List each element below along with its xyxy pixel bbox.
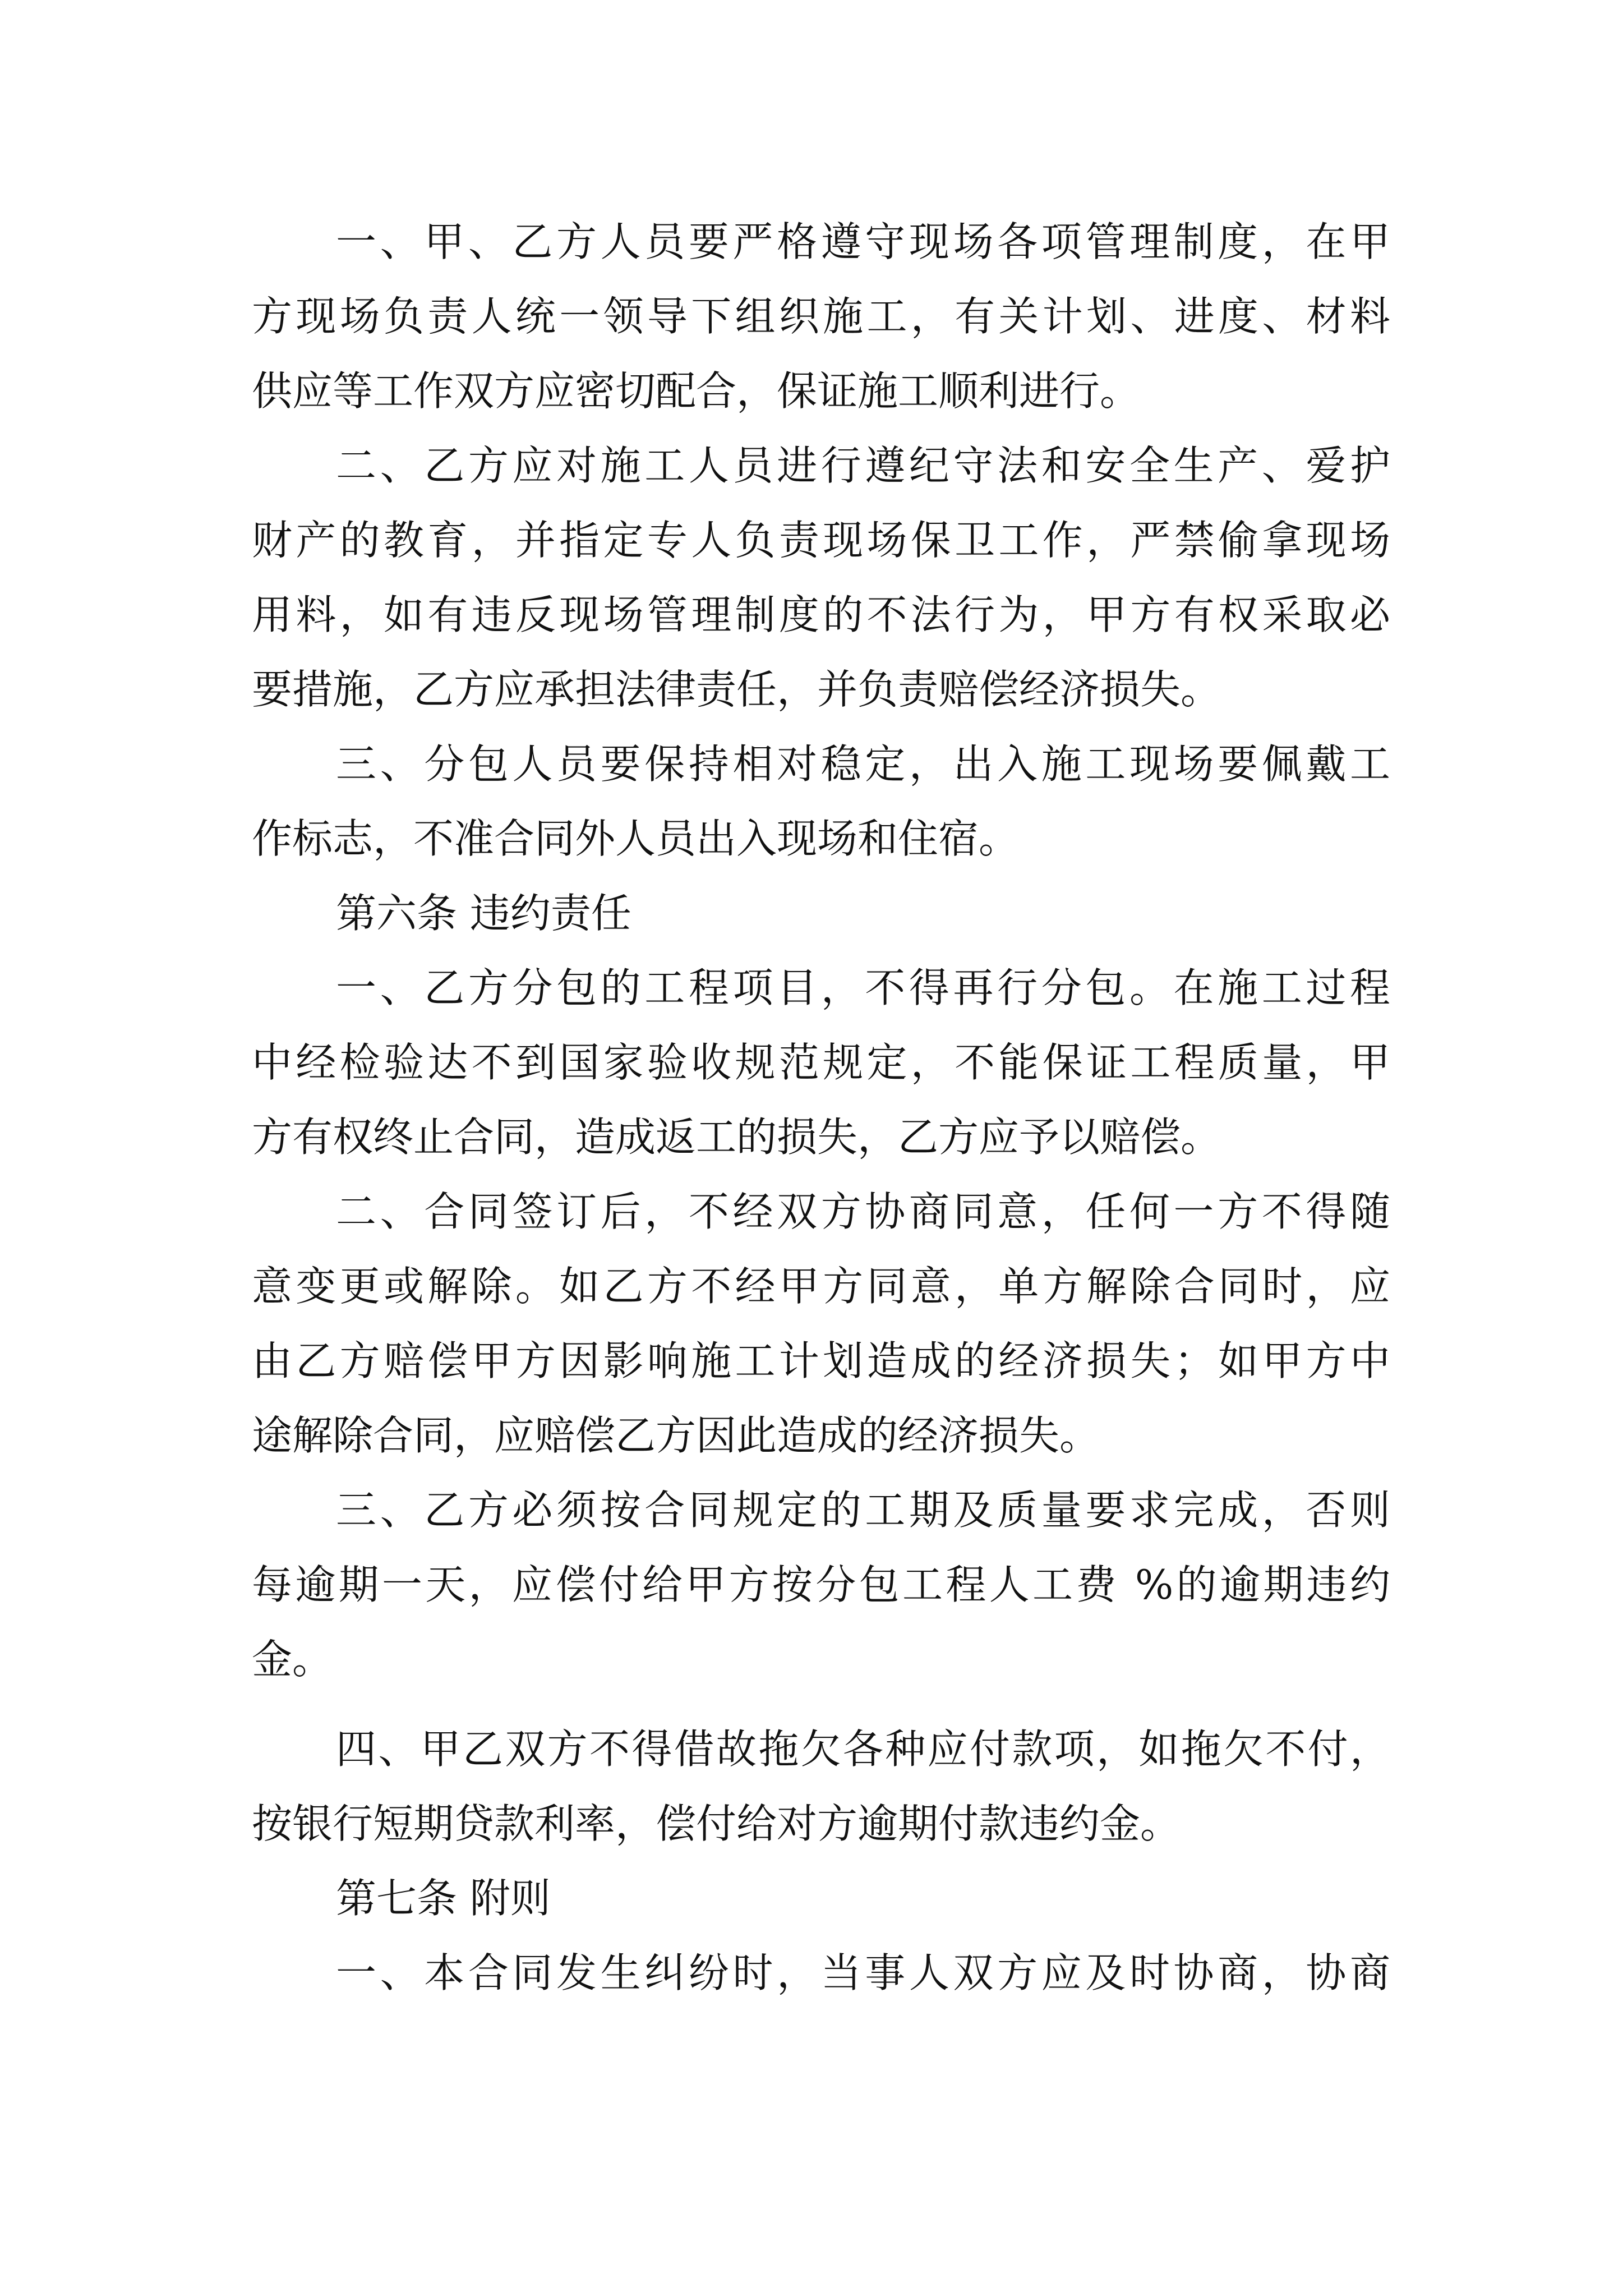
section-heading: 第七条 附则: [336, 1875, 551, 1922]
text-line: 二、合同签订后，不经双方协商同意，任何一方不得随: [336, 1188, 1390, 1235]
text-line: 方现场负责人统一领导下组织施工，有关计划、进度、材料: [252, 293, 1390, 340]
section-heading: 第六条 违约责任: [336, 890, 631, 937]
text-line: 四、甲乙双方不得借故拖欠各种应付款项，如拖欠不付，: [336, 1726, 1390, 1773]
text-line: 二、乙方应对施工人员进行遵纪守法和安全生产、爱护: [336, 442, 1390, 489]
text-line: 按银行短期贷款利率，偿付给对方逾期付款违约金。: [252, 1800, 1181, 1847]
text-line: 一、本合同发生纠纷时，当事人双方应及时协商，协商: [336, 1949, 1390, 1996]
text-line: 途解除合同，应赔偿乙方因此造成的经济损失。: [252, 1412, 1100, 1459]
text-line: 一、甲、乙方人员要严格遵守现场各项管理制度，在甲: [336, 218, 1390, 265]
text-line: 每逾期一天，应偿付给甲方按分包工程人工费 %的逾期违约: [252, 1561, 1390, 1608]
text-line: 财产的教育，并指定专人负责现场保卫工作，严禁偷拿现场: [252, 517, 1390, 564]
text-line: 意变更或解除。如乙方不经甲方同意，单方解除合同时，应: [252, 1263, 1390, 1310]
text-line: 要措施，乙方应承担法律责任，并负责赔偿经济损失。: [252, 666, 1221, 713]
text-line: 方有权终止合同，造成返工的损失，乙方应予以赔偿。: [252, 1114, 1221, 1161]
text-line: 供应等工作双方应密切配合，保证施工顺利进行。: [252, 367, 1141, 415]
text-line: 中经检验达不到国家验收规范规定，不能保证工程质量，甲: [252, 1039, 1390, 1086]
text-line: 金。: [252, 1636, 333, 1683]
text-line: 作标志，不准合同外人员出入现场和住宿。: [252, 815, 1020, 862]
text-line: 用料，如有违反现场管理制度的不法行为，甲方有权采取必: [252, 591, 1390, 638]
text-line: 一、乙方分包的工程项目，不得再行分包。在施工过程: [336, 964, 1390, 1011]
text-line: 由乙方赔偿甲方因影响施工计划造成的经济损失；如甲方中: [252, 1337, 1390, 1384]
text-line: 三、分包人员要保持相对稳定，出入施工现场要佩戴工: [336, 740, 1390, 788]
text-line: 三、乙方必须按合同规定的工期及质量要求完成，否则: [336, 1487, 1390, 1534]
